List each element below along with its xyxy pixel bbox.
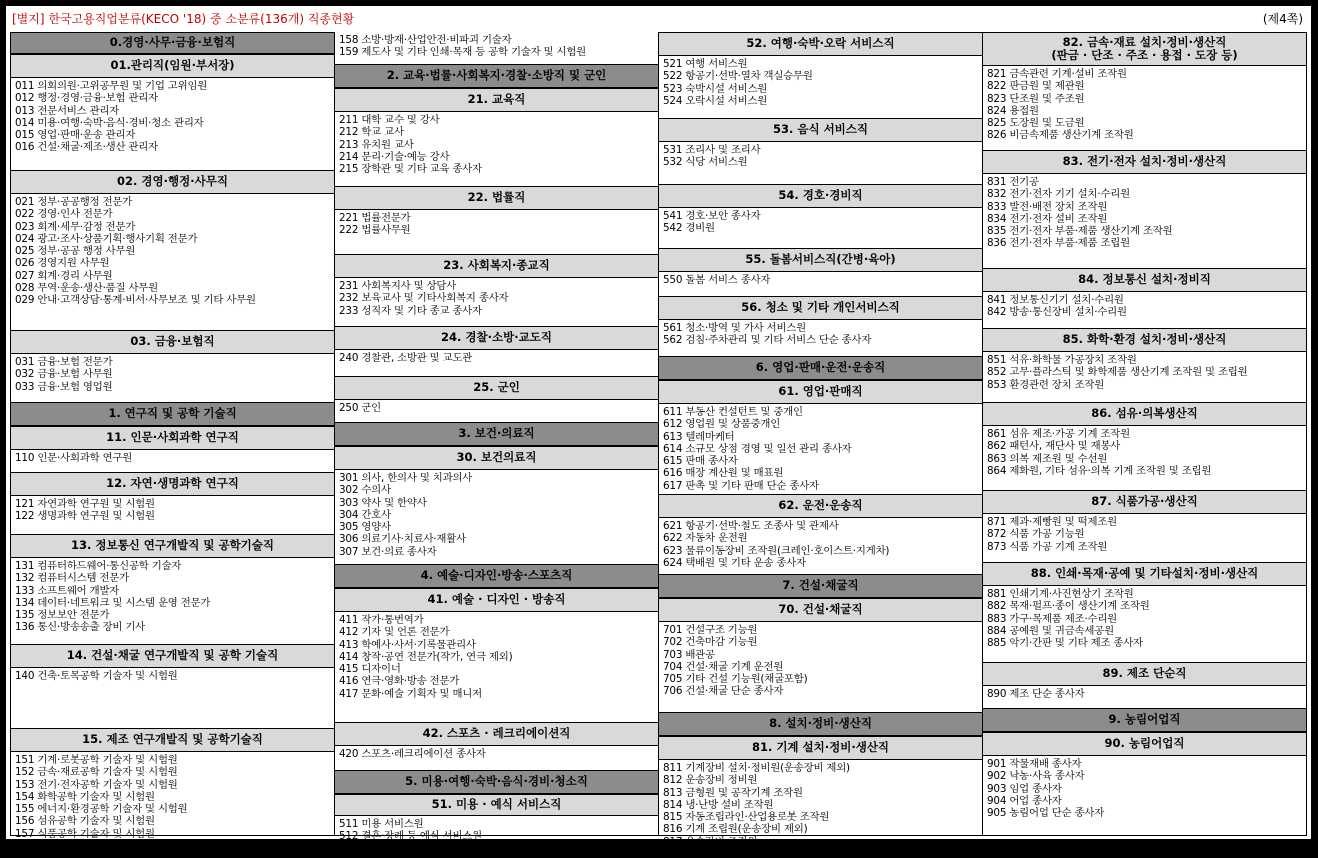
occupation-item: 523 숙박시설 서비스원 xyxy=(663,82,768,95)
occupation-item: 621 항공기·선박·철도 조종사 및 관제사 xyxy=(663,520,839,532)
occupation-list xyxy=(983,586,1306,662)
occupation-item: 013 전문서비스 관리자 xyxy=(15,104,120,117)
occupation-item: 835 전기·전자 부품·제품 생산기계 조작원 xyxy=(987,225,1173,238)
occupation-item: 521 여행 서비스원 xyxy=(663,58,748,70)
occupation-item: 703 배관공 xyxy=(663,648,715,661)
occupation-item: 420 스포츠·레크리에이션 종사자 xyxy=(339,748,486,760)
occupation-item: 022 경영·인사 전문가 xyxy=(15,208,113,221)
major-category-header: 3. 보건·의료직 xyxy=(335,422,658,446)
occupation-item: 155 에너지·환경공학 기술자 및 시험원 xyxy=(15,803,188,816)
occupation-list xyxy=(11,194,334,330)
occupation-list xyxy=(335,816,658,854)
major-category-header: 1. 연구직 및 공학 기술직 xyxy=(11,402,334,426)
occupation-list xyxy=(659,56,982,118)
occupation-item: 821 금속관련 기계·설비 조작원 xyxy=(987,68,1127,80)
occupation-item: 151 기계·로봇공학 기술자 및 시험원 xyxy=(15,754,178,766)
sub-category-header: 70. 건설·채굴직 xyxy=(659,598,982,622)
occupation-item: 212 학교 교사 xyxy=(339,126,404,139)
occupation-item: 812 운송장비 정비원 xyxy=(663,774,758,787)
occupation-item: 881 인쇄기계·사진현상기 조작원 xyxy=(987,588,1134,600)
occupation-item: 307 보건·의료 종사자 xyxy=(339,545,437,558)
occupation-item: 131 컴퓨터하드웨어·통신공학 기술자 xyxy=(15,560,182,572)
occupation-list xyxy=(983,514,1306,562)
occupation-item: 415 디자이너 xyxy=(339,663,401,676)
occupation-item: 305 영양사 xyxy=(339,521,391,534)
major-category-header: 9. 농림어업직 xyxy=(983,708,1306,732)
occupation-item: 872 식품 가공 기능원 xyxy=(987,528,1085,541)
page-label: (제4쪽) xyxy=(1262,12,1303,26)
occupation-list xyxy=(335,612,658,722)
occupation-item: 024 광고·조사·상품기획·행사기획 전문가 xyxy=(15,232,198,245)
occupation-list xyxy=(983,426,1306,490)
occupation-item: 901 작물재배 종사자 xyxy=(987,758,1082,770)
sub-category-header: 03. 금융·보험직 xyxy=(11,330,334,354)
occupation-item: 132 컴퓨터시스템 전문가 xyxy=(15,572,129,585)
occupation-item: 614 소규모 상점 경영 및 일선 관리 종사자 xyxy=(663,442,852,455)
major-category-header: 2. 교육·법률·사회복지·경찰·소방직 및 군인 xyxy=(335,64,658,88)
occupation-list xyxy=(983,66,1306,150)
occupation-item: 831 전기공 xyxy=(987,176,1039,188)
occupation-list xyxy=(983,352,1306,402)
occupation-item: 702 건축마감 기능원 xyxy=(663,636,758,649)
occupation-list xyxy=(11,496,334,534)
occupation-item: 833 발전·배전 장치 조작원 xyxy=(987,200,1108,213)
occupation-item: 616 매장 계산원 및 매표원 xyxy=(663,467,784,480)
major-category-header: 5. 미용·여행·숙박·음식·경비·청소직 xyxy=(335,770,658,794)
table-column xyxy=(658,32,983,848)
occupation-item: 561 청소·방역 및 가사 서비스원 xyxy=(663,322,806,334)
sub-category-header: 86. 섬유·의복생산직 xyxy=(983,402,1306,426)
sub-category-header: 25. 군인 xyxy=(335,376,658,400)
occupation-item: 023 회계·세무·감정 전문가 xyxy=(15,220,136,233)
sub-category-header: 52. 여행·숙박·오락 서비스직 xyxy=(659,32,982,56)
occupation-list xyxy=(335,746,658,770)
occupation-item: 140 건축·토목공학 기술자 및 시험원 xyxy=(15,670,178,682)
occupation-item: 706 건설·채굴 단순 종사자 xyxy=(663,685,784,698)
occupation-item: 213 유치원 교사 xyxy=(339,138,414,151)
sub-category-header: 81. 기계 설치·정비·생산직 xyxy=(659,736,982,760)
occupation-item: 882 목재·펄프·종이 생산기계 조작원 xyxy=(987,600,1150,613)
occupation-item: 832 전기·전자 기기 설치·수리원 xyxy=(987,188,1130,201)
occupation-item: 615 판매 종사자 xyxy=(663,455,738,468)
occupation-item: 705 기타 건설 기능원(채굴포함) xyxy=(663,673,808,686)
occupation-item: 032 금융·보험 사무원 xyxy=(15,368,113,381)
occupation-item: 232 보육교사 및 기타사회복지 종사자 xyxy=(339,292,509,305)
occupation-list xyxy=(335,32,658,64)
occupation-item: 853 환경관련 장치 조작원 xyxy=(987,378,1105,391)
classification-table xyxy=(10,32,1307,848)
occupation-list xyxy=(335,278,658,326)
occupation-item: 841 정보통신기기 설치·수리원 xyxy=(987,294,1124,306)
sub-category-header: 41. 예술 · 디자인 · 방송직 xyxy=(335,588,658,612)
occupation-item: 904 어업 종사자 xyxy=(987,794,1062,807)
occupation-list xyxy=(11,752,334,845)
document-page xyxy=(6,6,1311,848)
sub-category-header: 51. 미용 · 예식 서비스직 xyxy=(335,794,658,816)
occupation-item: 701 건설구조 기능원 xyxy=(663,624,758,636)
occupation-list xyxy=(659,320,982,356)
occupation-item: 623 물류이동장비 조작원(크레인·호이스트·지게차) xyxy=(663,544,890,557)
major-category-header: 0.경영·사무·금융·보험직 xyxy=(11,32,334,54)
occupation-list xyxy=(659,518,982,574)
title-prefix: [별지] xyxy=(12,12,45,26)
occupation-list xyxy=(335,112,658,186)
occupation-item: 417 문화·예술 기획자 및 매니저 xyxy=(339,687,482,700)
occupation-item: 135 정보보안 전문가 xyxy=(15,609,110,622)
occupation-item: 512 결혼·장례 등 예식 서비스원 xyxy=(339,830,482,843)
sub-category-header: 53. 음식 서비스직 xyxy=(659,118,982,142)
sub-category-header: 12. 자연·생명과학 연구직 xyxy=(11,472,334,496)
occupation-item: 031 금융·보험 전문가 xyxy=(15,356,113,368)
occupation-item: 302 수의사 xyxy=(339,484,391,497)
occupation-item: 834 전기·전자 설비 조작원 xyxy=(987,212,1108,225)
occupation-item: 822 판금원 및 제관원 xyxy=(987,80,1085,93)
sub-category-header: 01.관리직(임원·부서장) xyxy=(11,54,334,78)
occupation-list xyxy=(659,760,982,858)
occupation-item: 611 부동산 컨설턴트 및 중개인 xyxy=(663,406,803,418)
occupation-item: 110 인문·사회과학 연구원 xyxy=(15,452,133,464)
sub-category-header: 23. 사회복지·종교직 xyxy=(335,254,658,278)
major-category-header: 8. 설치·정비·생산직 xyxy=(659,712,982,736)
occupation-item: 015 영업·판매·운송 관리자 xyxy=(15,129,136,142)
occupation-list xyxy=(983,756,1306,836)
occupation-item: 522 항공기·선박·열차 객실승무원 xyxy=(663,70,813,83)
occupation-item: 028 무역·운송·생산·품질 사무원 xyxy=(15,282,158,295)
sub-category-header: 84. 정보통신 설치·정비직 xyxy=(983,268,1306,292)
occupation-list xyxy=(983,292,1306,328)
occupation-item: 825 도장원 및 도금원 xyxy=(987,117,1085,130)
occupation-item: 612 영업원 및 상품중개인 xyxy=(663,418,781,431)
occupation-list xyxy=(335,210,658,254)
occupation-item: 136 통신·방송송출 장비 기사 xyxy=(15,621,146,634)
occupation-item: 524 오락시설 서비스원 xyxy=(663,94,768,107)
occupation-item: 233 성직자 및 기타 종교 종사자 xyxy=(339,304,482,317)
occupation-list xyxy=(659,272,982,296)
occupation-list xyxy=(11,668,334,728)
occupation-item: 240 경찰관, 소방관 및 교도관 xyxy=(339,352,473,364)
occupation-item: 306 의료기사·치료사·재활사 xyxy=(339,533,466,546)
occupation-item: 157 식품공학 기술자 및 시험원 xyxy=(15,827,155,840)
occupation-item: 550 돌봄 서비스 종사자 xyxy=(663,274,771,286)
sub-category-header: 11. 인문·사회과학 연구직 xyxy=(11,426,334,450)
sub-category-header: 83. 전기·전자 설치·정비·생산직 xyxy=(983,150,1306,174)
occupation-item: 012 행정·경영·금융·보험 관리자 xyxy=(15,92,158,105)
occupation-item: 303 약사 및 한약사 xyxy=(339,496,427,509)
sub-category-header: 87. 식품가공·생산직 xyxy=(983,490,1306,514)
occupation-item: 622 자동차 운전원 xyxy=(663,532,748,545)
sub-category-header: 56. 청소 및 기타 개인서비스직 xyxy=(659,296,982,320)
occupation-item: 823 단조원 및 주조원 xyxy=(987,92,1085,105)
occupation-item: 884 공예원 및 귀금속세공원 xyxy=(987,624,1114,637)
sub-category-header: 55. 돌봄서비스직(간병·육아) xyxy=(659,248,982,272)
occupation-item: 813 금형원 및 공작기계 조작원 xyxy=(663,786,803,799)
occupation-item: 562 검침·주차관리 및 기타 서비스 단순 종사자 xyxy=(663,334,872,347)
occupation-item: 411 작가·통번역가 xyxy=(339,614,424,626)
occupation-list xyxy=(659,142,982,184)
occupation-item: 824 용접원 xyxy=(987,104,1039,117)
occupation-item: 542 경비원 xyxy=(663,222,715,235)
sub-category-header: 89. 제조 단순직 xyxy=(983,662,1306,686)
occupation-item: 014 미용·여행·숙박·음식·경비·청소 관리자 xyxy=(15,116,204,129)
occupation-item: 532 식당 서비스원 xyxy=(663,156,748,169)
occupation-item: 033 금융·보험 영업원 xyxy=(15,380,113,393)
occupation-item: 531 조리사 및 조리사 xyxy=(663,144,761,156)
occupation-item: 852 고무·플라스틱 및 화학제품 생산기계 조작원 및 조립원 xyxy=(987,366,1248,379)
occupation-item: 864 제화원, 기타 섬유·의복 기계 조작원 및 조립원 xyxy=(987,464,1212,477)
sub-category-header: 61. 영업·판매직 xyxy=(659,380,982,404)
occupation-list xyxy=(11,450,334,472)
sub-category-header: 90. 농림어업직 xyxy=(983,732,1306,756)
occupation-item: 156 섬유공학 기술자 및 시험원 xyxy=(15,815,155,828)
sub-category-header: 85. 화학·환경 설치·정비·생산직 xyxy=(983,328,1306,352)
table-column xyxy=(334,32,659,843)
occupation-list xyxy=(983,174,1306,268)
occupation-item: 416 연극·영화·방송 전문가 xyxy=(339,675,460,688)
sub-category-header: 62. 운전·운송직 xyxy=(659,494,982,518)
occupation-list xyxy=(659,622,982,712)
occupation-item: 153 전기·전자공학 기술자 및 시험원 xyxy=(15,778,178,791)
occupation-item: 021 정부·공공행정 전문가 xyxy=(15,196,133,208)
occupation-list xyxy=(11,78,334,170)
occupation-item: 029 안내·고객상담·통계·비서·사무보조 및 기타 사무원 xyxy=(15,294,256,307)
sub-category-header: 24. 경찰·소방·교도직 xyxy=(335,326,658,350)
occupation-item: 413 학예사·사서·기록물관리사 xyxy=(339,638,476,651)
occupation-item: 704 건설·채굴 기계 운전원 xyxy=(663,660,784,673)
major-category-header: 4. 예술·디자인·방송·스포츠직 xyxy=(335,564,658,588)
occupation-item: 511 미용 서비스원 xyxy=(339,818,424,830)
sub-category-header: 42. 스포츠 · 레크리에이션직 xyxy=(335,722,658,746)
occupation-list xyxy=(335,350,658,376)
occupation-item: 025 정부·공공 행정 사무원 xyxy=(15,245,136,258)
occupation-item: 121 자연과학 연구원 및 시험원 xyxy=(15,498,155,510)
occupation-item: 159 제도사 및 기타 인쇄·목재 등 공학 기술자 및 시험원 xyxy=(339,46,587,59)
occupation-item: 214 문리·기술·예능 강사 xyxy=(339,150,450,163)
occupation-list xyxy=(659,404,982,494)
sub-category-header: 30. 보건의료직 xyxy=(335,446,658,470)
title-text: 한국고용직업분류(KECO '18) 중 소분류(136개) 직종현황 xyxy=(48,12,355,26)
major-category-header: 7. 건설·채굴직 xyxy=(659,574,982,598)
occupation-item: 221 법률전문가 xyxy=(339,212,411,224)
occupation-item: 883 가구·목제품 제조·수리원 xyxy=(987,612,1118,625)
occupation-item: 211 대학 교수 및 강사 xyxy=(339,114,440,126)
occupation-item: 903 임업 종사자 xyxy=(987,782,1062,795)
occupation-item: 541 경호·보안 종사자 xyxy=(663,210,761,222)
occupation-item: 836 전기·전자 부품·제품 조립원 xyxy=(987,237,1130,250)
sub-category-header: 54. 경호·경비직 xyxy=(659,184,982,208)
occupation-item: 851 석유·화학물 가공장치 조작원 xyxy=(987,354,1137,366)
occupation-item: 817 운송장비 조립원 xyxy=(663,835,758,848)
occupation-item: 861 섬유 제조·가공 기계 조작원 xyxy=(987,428,1130,440)
occupation-item: 811 기계장비 설치·정비원(운송장비 제외) xyxy=(663,762,850,774)
occupation-item: 412 기자 및 언론 전문가 xyxy=(339,626,450,639)
occupation-list xyxy=(335,470,658,564)
occupation-item: 902 낙농·사육 종사자 xyxy=(987,770,1085,783)
occupation-item: 814 냉·난방 설비 조작원 xyxy=(663,798,774,811)
occupation-list xyxy=(659,208,982,248)
occupation-item: 816 기계 조립원(운송장비 제외) xyxy=(663,823,808,836)
document-title xyxy=(12,6,354,32)
sub-category-header: 02. 경영·행정·사무직 xyxy=(11,170,334,194)
occupation-list xyxy=(11,558,334,644)
occupation-item: 885 악기·간판 및 기타 제조 종사자 xyxy=(987,637,1143,650)
sub-category-header: 88. 인쇄·목재·공예 및 기타설치·정비·생산직 xyxy=(983,562,1306,586)
sub-category-header: 22. 법률직 xyxy=(335,186,658,210)
occupation-item: 027 회계·경리 사무원 xyxy=(15,269,113,282)
occupation-item: 890 제조 단순 종사자 xyxy=(987,688,1085,700)
occupation-item: 815 자동조립라인·산업용로봇 조작원 xyxy=(663,811,830,824)
occupation-item: 134 데이터·네트워크 및 시스템 운영 전문가 xyxy=(15,596,211,609)
occupation-list xyxy=(335,400,658,422)
occupation-item: 624 택배원 및 기타 운송 종사자 xyxy=(663,556,806,569)
occupation-item: 122 생명과학 연구원 및 시험원 xyxy=(15,510,155,523)
sub-category-header: 14. 건설·채굴 연구개발직 및 공학 기술직 xyxy=(11,644,334,668)
sub-category-header: 21. 교육직 xyxy=(335,88,658,112)
sub-category-header: 13. 정보통신 연구개발직 및 공학기술직 xyxy=(11,534,334,558)
occupation-item: 871 제과·제빵원 및 떡제조원 xyxy=(987,516,1118,528)
occupation-item: 863 의복 제조원 및 수선원 xyxy=(987,452,1108,465)
occupation-item: 250 군인 xyxy=(339,402,382,414)
occupation-item: 414 창작·공연 전문가(작가, 연극 제외) xyxy=(339,650,513,663)
occupation-item: 231 사회복지사 및 상담사 xyxy=(339,280,457,292)
occupation-item: 152 금속·재료공학 기술자 및 시험원 xyxy=(15,766,178,779)
header-bar xyxy=(6,6,1311,32)
table-column xyxy=(982,32,1307,836)
occupation-item: 613 텔레마케터 xyxy=(663,430,735,443)
major-category-header: 6. 영업·판매·운전·운송직 xyxy=(659,356,982,380)
occupation-item: 862 패턴사, 재단사 및 재봉사 xyxy=(987,440,1121,453)
occupation-item: 133 소프트웨어 개발자 xyxy=(15,584,120,597)
occupation-item: 026 경영지원 사무원 xyxy=(15,257,110,270)
occupation-item: 154 화학공학 기술자 및 시험원 xyxy=(15,790,155,803)
occupation-item: 011 의회의원·고위공무원 및 기업 고위임원 xyxy=(15,80,208,92)
occupation-item: 016 건설·채굴·제조·생산 관리자 xyxy=(15,141,158,154)
sub-category-header: 15. 제조 연구개발직 및 공학기술직 xyxy=(11,728,334,752)
occupation-item: 905 농림어업 단순 종사자 xyxy=(987,807,1105,820)
occupation-item: 215 장학관 및 기타 교육 종사자 xyxy=(339,163,482,176)
occupation-item: 617 판촉 및 기타 판매 단순 종사자 xyxy=(663,479,819,492)
occupation-item: 158 소방·방재·산업안전·비파괴 기술자 xyxy=(339,34,512,46)
occupation-item: 222 법률사무원 xyxy=(339,224,411,237)
occupation-list xyxy=(983,686,1306,708)
occupation-item: 826 비금속제품 생산기계 조작원 xyxy=(987,129,1134,142)
occupation-item: 873 식품 가공 기계 조작원 xyxy=(987,540,1108,553)
occupation-item: 842 방송·통신장비 설치·수리원 xyxy=(987,306,1127,319)
sub-category-header: 82. 금속·재료 설치·정비·생산직 (판금 · 단조 · 주조 · 용접 · 도장 등) xyxy=(983,32,1306,66)
occupation-item: 301 의사, 한의사 및 치과의사 xyxy=(339,472,473,484)
occupation-list xyxy=(11,354,334,402)
occupation-item: 304 간호사 xyxy=(339,508,391,521)
table-column xyxy=(10,32,335,840)
